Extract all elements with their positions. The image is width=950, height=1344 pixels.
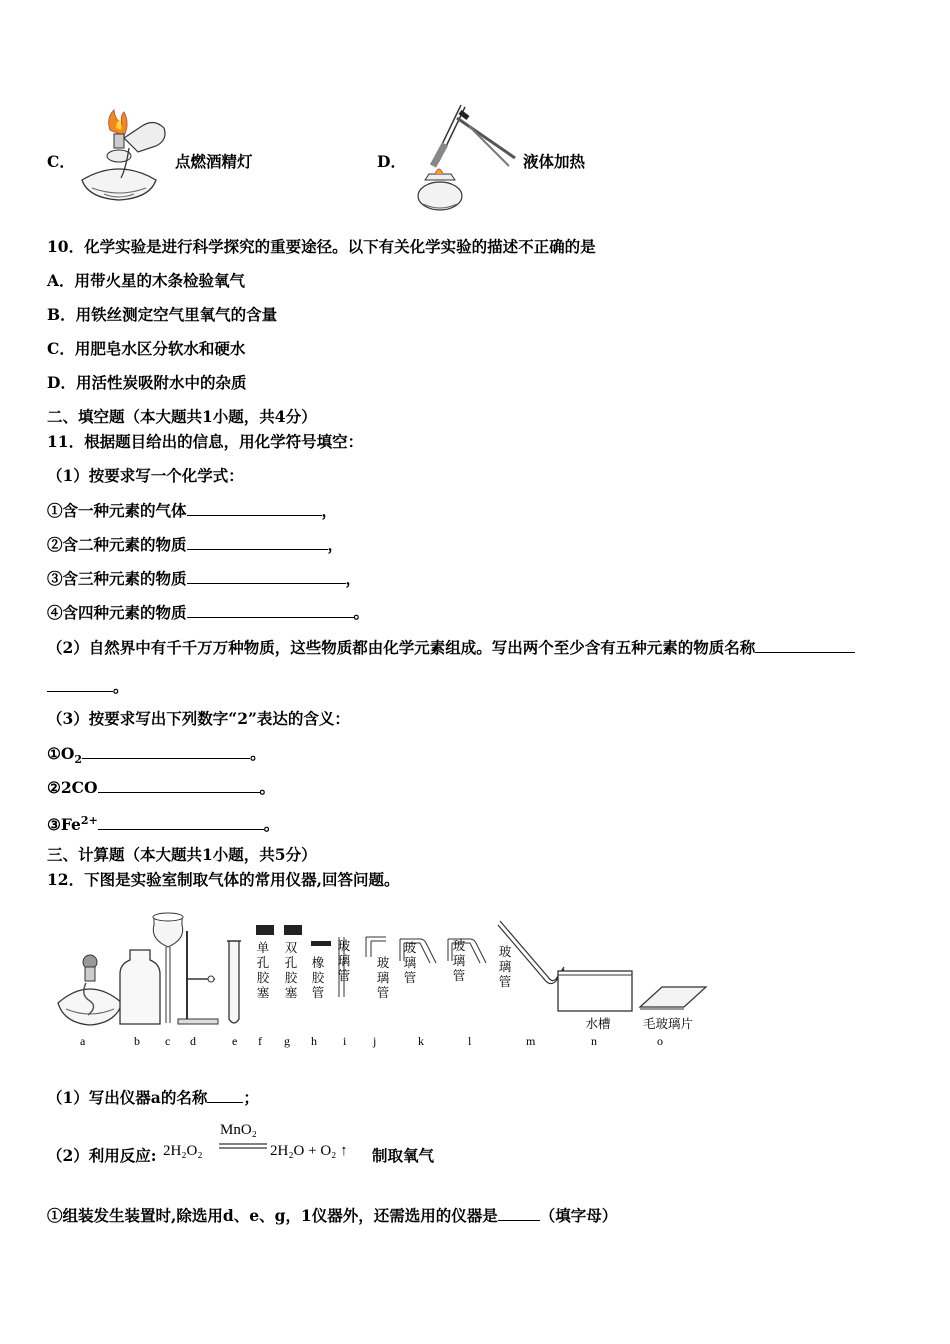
letter-a: a <box>80 1034 86 1048</box>
letter-d: d <box>190 1034 196 1048</box>
letter-m: m <box>526 1034 536 1048</box>
option-d-text: 液体加热 <box>523 152 586 171</box>
q10-stem: 10．化学实验是进行科学探究的重要途径。以下有关化学实验的描述不正确的是 <box>47 237 596 256</box>
q11-symbol-2: ②2CO 。 <box>47 778 276 797</box>
answer-blank[interactable] <box>82 743 250 759</box>
answer-blank[interactable] <box>47 676 113 692</box>
label-j: 玻璃管 <box>376 955 390 1000</box>
q12-part1: （1）写出仪器a的名称 ； <box>47 1088 259 1107</box>
iron-stand-d <box>178 931 218 1024</box>
q10-option-b: B．用铁丝测定空气里氧气的含量 <box>47 305 278 324</box>
equation-catalyst: MnO₂ <box>220 1122 257 1138</box>
equation-equals-sign <box>219 1142 267 1150</box>
letter-f: f <box>258 1034 262 1048</box>
section-3-heading: 三、计算题（本大题共1小题，共5分） <box>47 845 317 864</box>
q12-sub1: ①组装发生装置时,除选用d、e、g，1仪器外，还需选用的仪器是 （填字母） <box>47 1206 618 1225</box>
q11-item-4: ④含四种元素的物质 。 <box>47 603 370 622</box>
q10-option-c: C．用肥皂水区分软水和硬水 <box>47 339 246 358</box>
bottle-b <box>120 950 160 1024</box>
q11-symbol-3: $③Fe^{2+}$ 。 <box>47 814 280 835</box>
letter-i: i <box>343 1034 347 1048</box>
q11-item-2: ②含二种元素的物质 ， <box>47 535 344 554</box>
answer-blank[interactable] <box>98 814 264 830</box>
answer-blank[interactable] <box>187 500 322 516</box>
label-glass-plate: 毛玻璃片 <box>642 1016 693 1031</box>
label-g: 双孔胶塞 <box>284 940 298 1000</box>
alcohol-lamp-a <box>58 955 122 1025</box>
option-c-label: C． <box>47 152 75 171</box>
q12-stem: 12．下图是实验室制取气体的常用仪器,回答问题。 <box>47 870 400 889</box>
option-d-label: D． <box>377 152 406 171</box>
label-k: 玻璃管 <box>403 940 417 985</box>
answer-blank[interactable] <box>187 602 354 618</box>
equation-right: 2H₂O + O₂ ↑ <box>270 1143 348 1159</box>
answer-blank[interactable] <box>98 777 260 793</box>
answer-blank[interactable] <box>187 568 346 584</box>
q11-part3: （3）按要求写出下列数字“2”表达的含义： <box>47 709 350 728</box>
q11-part1: （1）按要求写一个化学式： <box>47 466 244 485</box>
q12-part2-post: 制取氧气 <box>372 1146 435 1165</box>
label-h: 橡胶管 <box>311 955 325 1000</box>
alcohol-lamp-lighting-image <box>74 108 174 213</box>
label-f: 单孔胶塞 <box>256 940 270 1000</box>
answer-blank[interactable] <box>498 1205 540 1221</box>
water-trough-n <box>558 971 632 1011</box>
letter-o: o <box>657 1034 663 1048</box>
label-l: 玻璃管 <box>452 938 466 983</box>
letter-j: j <box>373 1034 377 1048</box>
q11-symbol-1: $①O_2$ 。 <box>47 744 266 767</box>
letter-h: h <box>311 1034 317 1048</box>
letter-g: g <box>284 1034 290 1048</box>
q10-option-d: D．用活性炭吸附水中的杂质 <box>47 373 247 392</box>
q11-item-3: ③含三种元素的物质 ， <box>47 569 362 588</box>
glass-plate-o <box>640 987 706 1007</box>
q11-part2: （2）自然界中有千千万万种物质，这些物质都由化学元素组成。写出两个至少含有五种元素的物质名称 <box>47 637 855 658</box>
label-m: 玻璃管 <box>498 944 512 989</box>
label-trough: 水槽 <box>585 1016 611 1031</box>
answer-blank[interactable] <box>755 637 855 653</box>
apparatus-figure <box>50 905 750 1030</box>
label-i: 玻璃管 <box>337 938 351 983</box>
section-2-heading: 二、填空题（本大题共1小题，共4分） <box>47 407 317 426</box>
answer-blank[interactable] <box>187 534 328 550</box>
letter-n: n <box>591 1034 597 1048</box>
equation-left: 2H₂O₂ <box>163 1143 203 1159</box>
option-c-text: 点燃酒精灯 <box>175 152 253 171</box>
q10-option-a: A．用带火星的木条检验氧气 <box>47 271 246 290</box>
q12-part2-pre: （2）利用反应: <box>47 1146 157 1165</box>
q11-item-1: ①含一种元素的气体 ， <box>47 501 338 520</box>
answer-blank[interactable] <box>207 1087 243 1103</box>
letter-e: e <box>232 1034 238 1048</box>
liquid-heating-image <box>405 100 525 216</box>
letter-b: b <box>134 1034 140 1048</box>
test-tube-e <box>229 941 239 1023</box>
q11-part2-cont: 。 <box>47 676 129 697</box>
letter-k: k <box>418 1034 424 1048</box>
q11-stem: 11．根据题目给出的信息，用化学符号填空： <box>47 432 364 451</box>
letter-c: c <box>165 1034 171 1048</box>
letter-l: l <box>468 1034 472 1048</box>
